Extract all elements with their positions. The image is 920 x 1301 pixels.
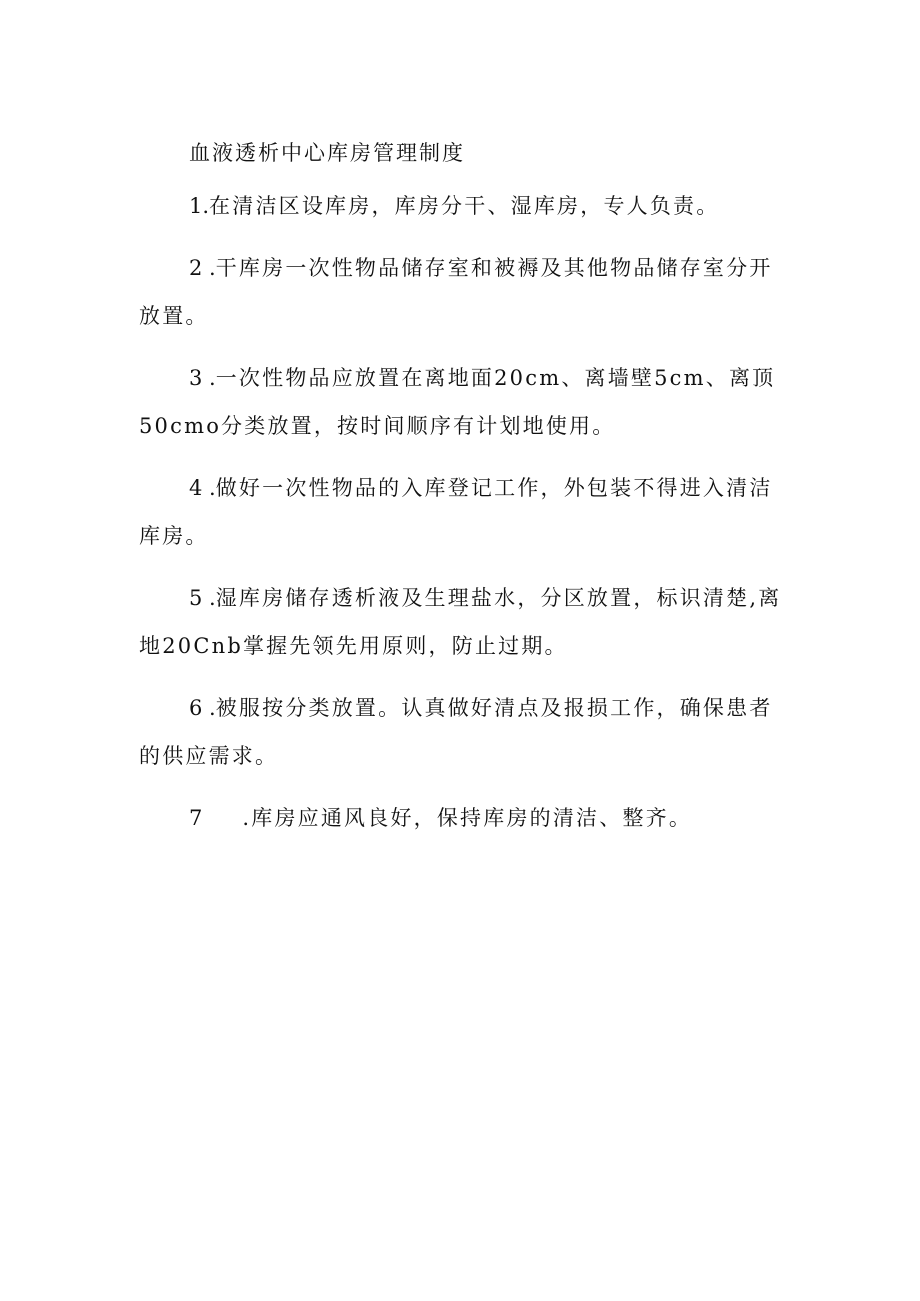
rule-text: 干库房一次性物品储存室和被褥及其他物品储存室分开放置。: [139, 256, 773, 328]
rule-item-6: [139, 684, 783, 780]
rule-item-3: [139, 354, 783, 450]
rule-number: 5 .: [189, 586, 216, 610]
document-body: [139, 136, 783, 842]
rule-text: 湿库房储存透析液及生理盐水，分区放置，标识清楚,离地20Cnb掌握先领先用原则，防止过期。: [139, 586, 782, 658]
rule-number: 3 .: [189, 366, 216, 390]
rule-number: 2 .: [189, 256, 216, 280]
rule-text: 在清洁区设库房，库房分干、湿库房，专人负责。: [209, 194, 720, 218]
rule-item-4: [139, 464, 783, 560]
rule-text: 一次性物品应放置在离地面20cm、离墙壁5cm、离顶50cmo分类放置，按时间顺序有计划地使用。: [139, 366, 776, 438]
rule-text: .库房应通风良好，保持库房的清洁、整齐。: [242, 806, 693, 830]
document-title: 血液透析中心库房管理制度: [189, 141, 465, 165]
rule-item-1: [139, 182, 783, 230]
rule-number: 7: [189, 806, 203, 830]
rule-item-2: [139, 244, 783, 340]
rule-number: 6 .: [189, 696, 216, 720]
rule-item-7: [139, 794, 783, 842]
rule-number: 4 .: [189, 476, 216, 500]
rule-item-5: [139, 574, 783, 670]
rule-text: 做好一次性物品的入库登记工作，外包装不得进入清洁库房。: [139, 476, 773, 548]
rule-text: 被服按分类放置。认真做好清点及报损工作，确保患者的供应需求。: [139, 696, 773, 768]
rule-number: 1.: [189, 194, 210, 218]
